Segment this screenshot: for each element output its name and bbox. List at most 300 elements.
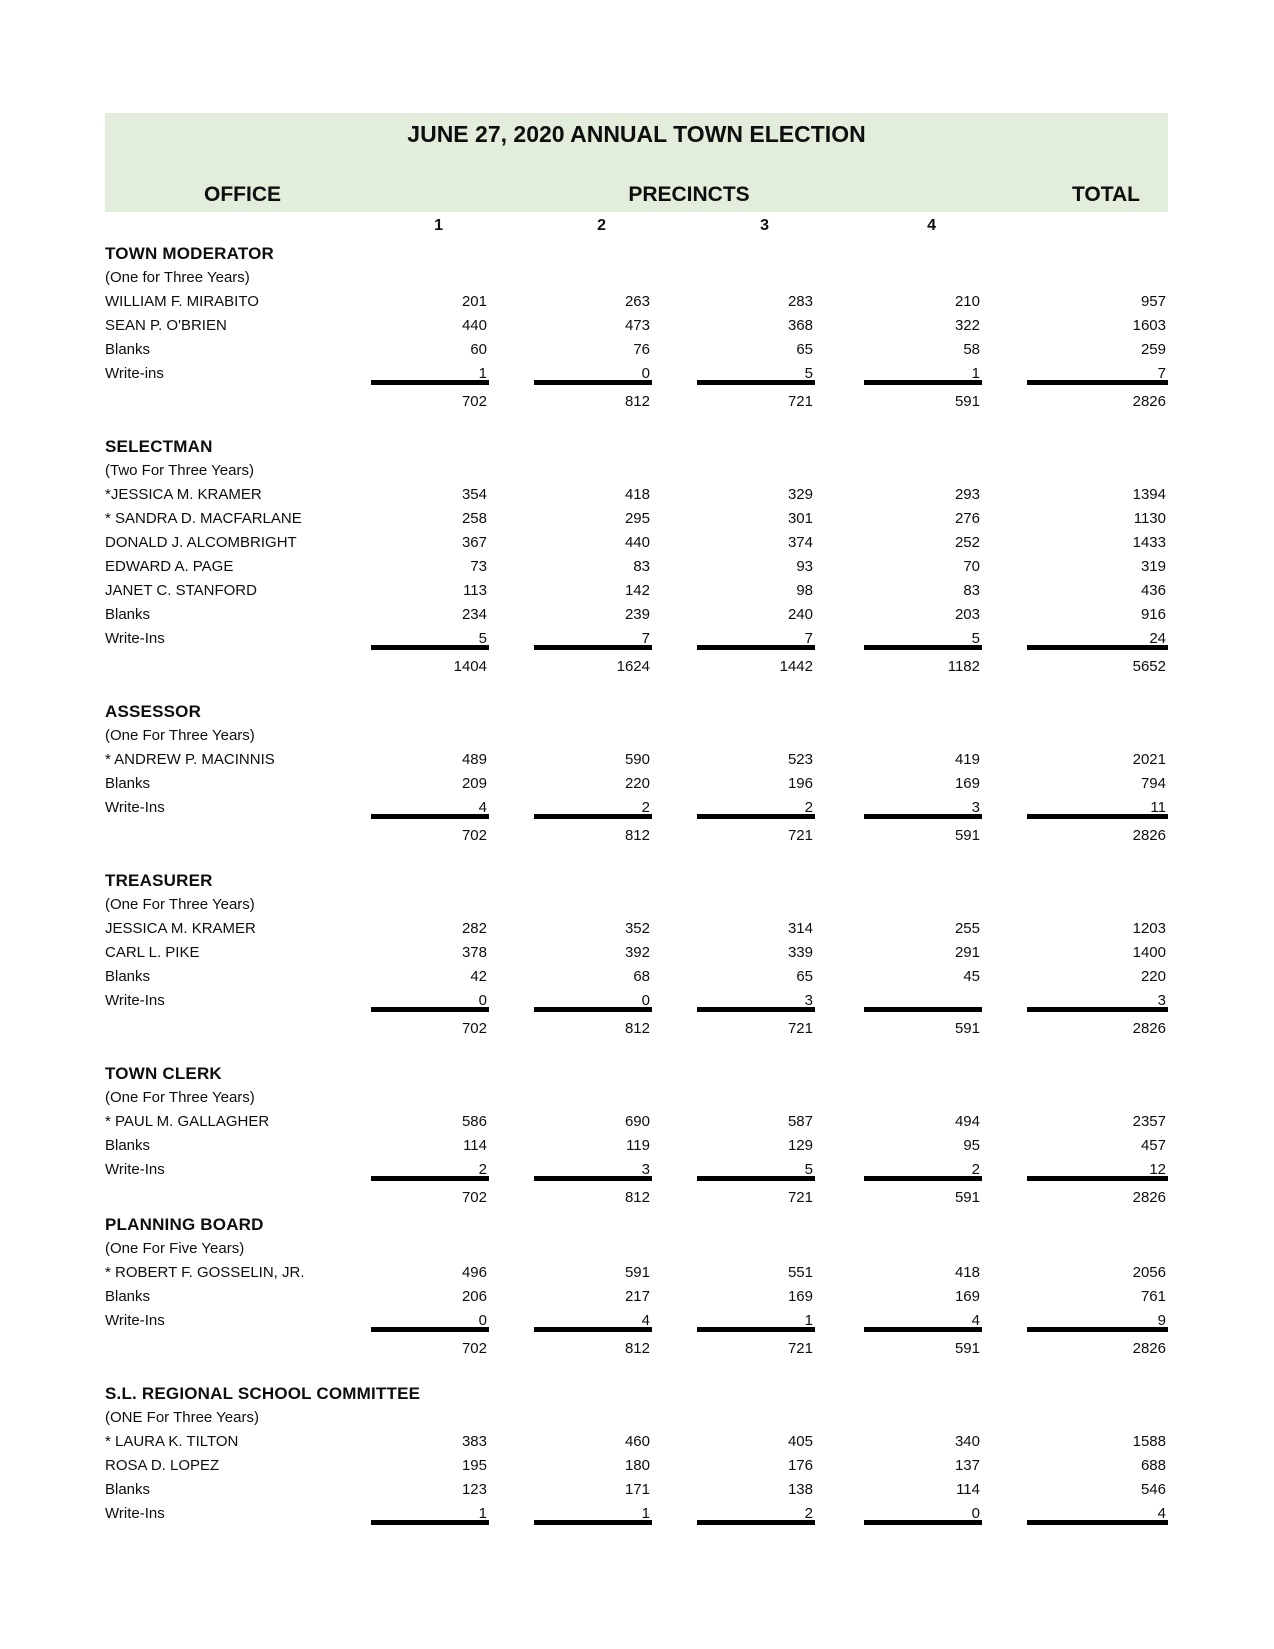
total-column-header: TOTAL [1071, 183, 1140, 206]
write-in-count-with-sum-underline: 4 [371, 796, 489, 819]
vote-count: 276 [954, 510, 980, 527]
total-count: 591 [954, 1189, 980, 1206]
term-label: (Two For Three Years) [105, 462, 254, 479]
vote-count: 590 [624, 751, 650, 768]
write-in-count-with-sum-underline: 4 [864, 1309, 982, 1332]
vote-count: 142 [624, 582, 650, 599]
vote-count: 196 [787, 775, 813, 792]
total-count: 1182 [947, 658, 980, 675]
vote-count: 457 [1140, 1137, 1166, 1154]
vote-count: 195 [461, 1457, 487, 1474]
candidate-name: ROSA D. LOPEZ [105, 1457, 220, 1474]
vote-count: 70 [963, 558, 980, 575]
candidate-name: Blanks [105, 341, 151, 358]
candidate-name: Blanks [105, 775, 151, 792]
candidate-name: DONALD J. ALCOMBRIGHT [105, 534, 297, 551]
write-ins-row [105, 362, 1168, 390]
write-in-count-cell [982, 989, 1168, 1017]
write-ins-label: Write-Ins [105, 630, 165, 647]
totals-row-spacer [105, 390, 326, 415]
vote-count: 352 [624, 920, 650, 937]
vote-count: 252 [954, 534, 980, 551]
write-in-count-with-sum-underline: 3 [534, 1158, 652, 1181]
vote-count: 220 [1140, 968, 1166, 985]
candidate-row [105, 1110, 1168, 1134]
vote-count: 496 [461, 1264, 487, 1281]
office-section [105, 435, 1168, 680]
term-label: (One For Five Years) [105, 1240, 245, 1257]
write-in-count-with-sum-underline: 11 [1027, 796, 1168, 819]
vote-count: 916 [1140, 606, 1166, 623]
write-in-count-with-sum-underline: 2 [697, 796, 815, 819]
vote-count: 293 [954, 486, 980, 503]
write-in-count-cell [652, 1502, 815, 1530]
vote-count: 68 [633, 968, 650, 985]
vote-count: 240 [787, 606, 813, 623]
vote-count: 374 [787, 534, 813, 551]
candidate-name: Blanks [105, 606, 151, 623]
write-ins-label: Write-Ins [105, 1312, 165, 1329]
vote-count: 1130 [1133, 510, 1166, 527]
total-count: 812 [624, 827, 650, 844]
total-count: 721 [787, 1189, 813, 1206]
write-in-count-with-sum-underline: 2 [864, 1158, 982, 1181]
write-in-count-with-sum-underline: 1 [697, 1309, 815, 1332]
write-in-count-with-sum-underline: 3 [864, 796, 982, 819]
vote-count: 688 [1140, 1457, 1166, 1474]
candidate-name: SEAN P. O'BRIEN [105, 317, 227, 334]
office-title: ASSESSOR [105, 702, 202, 721]
vote-count: 137 [954, 1457, 980, 1474]
write-in-count-with-sum-underline: 2 [371, 1158, 489, 1181]
write-ins-row [105, 1158, 1168, 1186]
totals-row [105, 655, 1168, 680]
vote-count: 42 [470, 968, 487, 985]
total-count: 721 [787, 1340, 813, 1357]
write-in-count-cell [982, 362, 1168, 390]
write-ins-label: Write-Ins [105, 992, 165, 1009]
write-in-count-with-sum-underline: 0 [371, 989, 489, 1012]
total-count: 812 [624, 393, 650, 410]
vote-count: 587 [787, 1113, 813, 1130]
write-in-count-cell [326, 1502, 489, 1530]
precinct-1-header: 1 [434, 217, 443, 234]
vote-count: 119 [626, 1137, 650, 1154]
vote-count: 301 [787, 510, 813, 527]
vote-count: 138 [787, 1481, 813, 1498]
candidate-row [105, 531, 1168, 555]
write-ins-row [105, 627, 1168, 655]
write-ins-label: Write-Ins [105, 1505, 165, 1522]
candidate-row [105, 917, 1168, 941]
vote-count: 1603 [1132, 317, 1166, 334]
vote-count: 58 [963, 341, 980, 358]
total-count: 1442 [779, 658, 813, 675]
write-in-count-with-sum-underline: 5 [697, 362, 815, 385]
vote-count: 1394 [1132, 486, 1166, 503]
total-count: 2826 [1132, 827, 1166, 844]
vote-count: 339 [787, 944, 813, 961]
vote-count: 201 [461, 293, 487, 310]
candidate-name: JANET C. STANFORD [105, 582, 257, 599]
vote-count: 440 [624, 534, 650, 551]
vote-count: 690 [624, 1113, 650, 1130]
total-count: 2826 [1132, 393, 1166, 410]
write-in-count-with-sum-underline: 1 [371, 362, 489, 385]
candidate-name: Blanks [105, 968, 151, 985]
vote-count: 259 [1140, 341, 1166, 358]
write-in-count-with-sum-underline: 3 [1027, 989, 1168, 1012]
precinct-numbers-spacer [105, 212, 326, 240]
vote-count: 123 [461, 1481, 487, 1498]
office-section [105, 700, 1168, 849]
write-in-count-cell [652, 1158, 815, 1186]
write-ins-label: Write-Ins [105, 1161, 165, 1178]
write-in-count-cell [652, 989, 815, 1017]
write-in-count-with-sum-underline: 7 [697, 627, 815, 650]
vote-count: 586 [461, 1113, 487, 1130]
office-title: TOWN CLERK [105, 1064, 222, 1083]
office-column-header: OFFICE [204, 183, 281, 206]
vote-count: 239 [624, 606, 650, 623]
write-in-count-with-sum-underline: 12 [1027, 1158, 1168, 1181]
total-count: 702 [461, 827, 487, 844]
vote-count: 551 [787, 1264, 813, 1281]
precinct-numbers-row [105, 212, 1168, 240]
header-band [105, 113, 1168, 212]
office-section [105, 1062, 1168, 1211]
write-in-count-cell [489, 1158, 652, 1186]
office-title: PLANNING BOARD [105, 1215, 264, 1234]
candidate-row [105, 748, 1168, 772]
term-label: (ONE For Three Years) [105, 1409, 259, 1426]
write-in-count-cell [982, 1309, 1168, 1337]
term-label: (One for Three Years) [105, 269, 250, 286]
vote-count: 436 [1140, 582, 1166, 599]
totals-row-spacer [105, 824, 326, 849]
write-in-count-cell [982, 796, 1168, 824]
vote-count: 319 [1140, 558, 1166, 575]
office-title: SELECTMAN [105, 437, 213, 456]
total-count: 812 [624, 1020, 650, 1037]
vote-count: 180 [624, 1457, 650, 1474]
vote-count: 65 [796, 341, 813, 358]
vote-count: 354 [461, 486, 487, 503]
candidate-row [105, 1285, 1168, 1309]
candidate-row [105, 1430, 1168, 1454]
vote-count: 129 [787, 1137, 813, 1154]
candidate-name: WILLIAM F. MIRABITO [105, 293, 259, 310]
total-count: 1404 [453, 658, 487, 675]
total-count: 2826 [1132, 1340, 1166, 1357]
vote-count: 523 [787, 751, 813, 768]
write-in-count-with-sum-underline: 24 [1027, 627, 1168, 650]
vote-count: 794 [1140, 775, 1166, 792]
vote-count: 76 [633, 341, 650, 358]
candidate-row [105, 772, 1168, 796]
vote-count: 234 [461, 606, 487, 623]
candidate-row [105, 338, 1168, 362]
candidate-row [105, 1134, 1168, 1158]
total-count: 2826 [1132, 1020, 1166, 1037]
vote-count: 255 [954, 920, 980, 937]
vote-count: 591 [624, 1264, 650, 1281]
write-in-count-with-sum-underline: 2 [534, 796, 652, 819]
candidate-row [105, 483, 1168, 507]
office-section [105, 1382, 1168, 1530]
candidate-row [105, 941, 1168, 965]
vote-count: 418 [954, 1264, 980, 1281]
vote-count: 405 [787, 1433, 813, 1450]
write-in-count-with-sum-underline [864, 989, 982, 1012]
candidate-name: CARL L. PIKE [105, 944, 200, 961]
write-ins-row [105, 796, 1168, 824]
total-count: 1624 [616, 658, 650, 675]
office-title: TREASURER [105, 871, 213, 890]
write-in-count-cell [652, 796, 815, 824]
total-count: 721 [787, 827, 813, 844]
write-ins-label: Write-ins [105, 365, 164, 382]
write-ins-label: Write-Ins [105, 799, 165, 816]
write-in-count-cell [982, 1502, 1168, 1530]
write-in-count-with-sum-underline: 2 [697, 1502, 815, 1525]
write-ins-row [105, 1502, 1168, 1530]
column-headers [105, 183, 1168, 212]
precinct-4-header: 4 [927, 217, 936, 234]
vote-count: 2021 [1132, 751, 1166, 768]
write-in-count-cell [326, 362, 489, 390]
vote-count: 93 [796, 558, 813, 575]
vote-count: 114 [463, 1137, 487, 1154]
totals-row-spacer [105, 1337, 326, 1362]
office-title: S.L. REGIONAL SCHOOL COMMITTEE [105, 1384, 421, 1403]
vote-count: 60 [470, 341, 487, 358]
vote-count: 1588 [1132, 1433, 1166, 1450]
candidate-name: EDWARD A. PAGE [105, 558, 234, 575]
vote-count: 169 [954, 1288, 980, 1305]
vote-count: 217 [624, 1288, 650, 1305]
write-in-count-cell [489, 989, 652, 1017]
write-in-count-cell [815, 362, 982, 390]
vote-count: 283 [787, 293, 813, 310]
office-title: TOWN MODERATOR [105, 244, 275, 263]
write-in-count-cell [489, 1502, 652, 1530]
total-count: 591 [954, 1020, 980, 1037]
vote-count: 95 [963, 1137, 980, 1154]
write-in-count-cell [326, 1309, 489, 1337]
totals-row [105, 1186, 1168, 1211]
write-ins-row [105, 989, 1168, 1017]
total-count: 721 [787, 393, 813, 410]
vote-count: 65 [796, 968, 813, 985]
write-in-count-cell [652, 627, 815, 655]
write-in-count-with-sum-underline: 1 [534, 1502, 652, 1525]
vote-count: 2357 [1132, 1113, 1166, 1130]
write-in-count-with-sum-underline: 9 [1027, 1309, 1168, 1332]
results-sections [105, 242, 1168, 1530]
total-count: 812 [624, 1340, 650, 1357]
write-in-count-cell [982, 627, 1168, 655]
vote-count: 340 [954, 1433, 980, 1450]
vote-count: 209 [461, 775, 487, 792]
candidate-name: * ANDREW P. MACINNIS [105, 751, 275, 768]
candidate-name: *JESSICA M. KRAMER [105, 486, 262, 503]
total-count: 5652 [1132, 658, 1166, 675]
vote-count: 2056 [1132, 1264, 1166, 1281]
vote-count: 83 [633, 558, 650, 575]
candidate-row [105, 1454, 1168, 1478]
vote-count: 392 [624, 944, 650, 961]
write-in-count-cell [326, 627, 489, 655]
total-count: 2826 [1132, 1189, 1166, 1206]
vote-count: 494 [954, 1113, 980, 1130]
vote-count: 169 [787, 1288, 813, 1305]
vote-count: 322 [954, 317, 980, 334]
vote-count: 419 [954, 751, 980, 768]
vote-count: 1203 [1132, 920, 1166, 937]
totals-row [105, 390, 1168, 415]
candidate-row [105, 1478, 1168, 1502]
term-label: (One For Three Years) [105, 1089, 255, 1106]
total-count: 591 [954, 1340, 980, 1357]
candidate-row [105, 579, 1168, 603]
write-in-count-with-sum-underline: 7 [534, 627, 652, 650]
vote-count: 45 [963, 968, 980, 985]
write-in-count-cell [489, 362, 652, 390]
candidate-name: JESSICA M. KRAMER [105, 920, 256, 937]
write-in-count-with-sum-underline: 7 [1027, 362, 1168, 385]
totals-row-spacer [105, 1186, 326, 1211]
vote-count: 171 [624, 1481, 650, 1498]
write-in-count-cell [815, 1158, 982, 1186]
total-count: 721 [787, 1020, 813, 1037]
write-in-count-with-sum-underline: 5 [371, 627, 489, 650]
vote-count: 368 [787, 317, 813, 334]
candidate-row [105, 314, 1168, 338]
vote-count: 73 [470, 558, 487, 575]
vote-count: 1433 [1132, 534, 1166, 551]
vote-count: 378 [461, 944, 487, 961]
total-count: 591 [954, 393, 980, 410]
vote-count: 489 [461, 751, 487, 768]
write-in-count-with-sum-underline: 5 [697, 1158, 815, 1181]
office-section [105, 242, 1168, 415]
write-in-count-with-sum-underline: 1 [864, 362, 982, 385]
vote-count: 295 [624, 510, 650, 527]
total-count: 702 [461, 1340, 487, 1357]
write-in-count-cell [815, 796, 982, 824]
precinct-3-header: 3 [760, 217, 769, 234]
write-in-count-cell [652, 362, 815, 390]
totals-row-spacer [105, 655, 326, 680]
vote-count: 329 [787, 486, 813, 503]
write-in-count-with-sum-underline: 0 [534, 989, 652, 1012]
vote-count: 546 [1140, 1481, 1166, 1498]
vote-count: 383 [461, 1433, 487, 1450]
write-ins-row [105, 1309, 1168, 1337]
write-in-count-with-sum-underline: 4 [534, 1309, 652, 1332]
vote-count: 440 [461, 317, 487, 334]
candidate-name: Blanks [105, 1137, 151, 1154]
office-section [105, 869, 1168, 1042]
write-in-count-cell [815, 1309, 982, 1337]
total-count: 702 [461, 1020, 487, 1037]
vote-count: 957 [1140, 293, 1166, 310]
write-in-count-with-sum-underline: 0 [371, 1309, 489, 1332]
candidate-name: Blanks [105, 1288, 151, 1305]
term-label: (One For Three Years) [105, 727, 255, 744]
candidate-row [105, 555, 1168, 579]
vote-count: 367 [461, 534, 487, 551]
vote-count: 83 [963, 582, 980, 599]
vote-count: 113 [463, 582, 487, 599]
vote-count: 460 [624, 1433, 650, 1450]
office-section [105, 1213, 1168, 1362]
candidate-name: * PAUL M. GALLAGHER [105, 1113, 270, 1130]
write-in-count-with-sum-underline: 1 [371, 1502, 489, 1525]
totals-row [105, 824, 1168, 849]
write-in-count-with-sum-underline: 4 [1027, 1502, 1168, 1525]
totals-row [105, 1017, 1168, 1042]
vote-count: 314 [787, 920, 813, 937]
candidate-row [105, 603, 1168, 627]
candidate-row [105, 290, 1168, 314]
totals-row [105, 1337, 1168, 1362]
precinct-numbers-total-spacer [982, 212, 1168, 240]
vote-count: 98 [796, 582, 813, 599]
write-in-count-cell [326, 796, 489, 824]
vote-count: 210 [954, 293, 980, 310]
total-count: 702 [461, 393, 487, 410]
vote-count: 263 [624, 293, 650, 310]
vote-count: 761 [1140, 1288, 1166, 1305]
vote-count: 169 [954, 775, 980, 792]
candidate-name: * LAURA K. TILTON [105, 1433, 239, 1450]
write-in-count-with-sum-underline: 5 [864, 627, 982, 650]
vote-count: 291 [954, 944, 980, 961]
page-title: JUNE 27, 2020 ANNUAL TOWN ELECTION [407, 121, 866, 147]
candidate-name: * ROBERT F. GOSSELIN, JR. [105, 1264, 305, 1281]
write-in-count-cell [815, 627, 982, 655]
write-in-count-cell [815, 989, 982, 1017]
write-in-count-cell [815, 1502, 982, 1530]
precinct-2-header: 2 [597, 217, 606, 234]
write-in-count-cell [489, 796, 652, 824]
vote-count: 220 [624, 775, 650, 792]
candidate-row [105, 507, 1168, 531]
vote-count: 1400 [1132, 944, 1166, 961]
write-in-count-with-sum-underline: 0 [864, 1502, 982, 1525]
vote-count: 206 [461, 1288, 487, 1305]
term-label: (One For Three Years) [105, 896, 255, 913]
total-count: 702 [461, 1189, 487, 1206]
candidate-name: * SANDRA D. MACFARLANE [105, 510, 302, 527]
total-count: 591 [954, 827, 980, 844]
precincts-column-header: PRECINCTS [628, 183, 750, 206]
vote-count: 418 [624, 486, 650, 503]
candidate-row [105, 965, 1168, 989]
vote-count: 203 [954, 606, 980, 623]
vote-count: 282 [461, 920, 487, 937]
write-in-count-cell [982, 1158, 1168, 1186]
write-in-count-cell [489, 627, 652, 655]
total-count: 812 [624, 1189, 650, 1206]
write-in-count-cell [326, 989, 489, 1017]
candidate-row [105, 1261, 1168, 1285]
write-in-count-with-sum-underline: 3 [697, 989, 815, 1012]
candidate-name: Blanks [105, 1481, 151, 1498]
vote-count: 114 [956, 1481, 980, 1498]
